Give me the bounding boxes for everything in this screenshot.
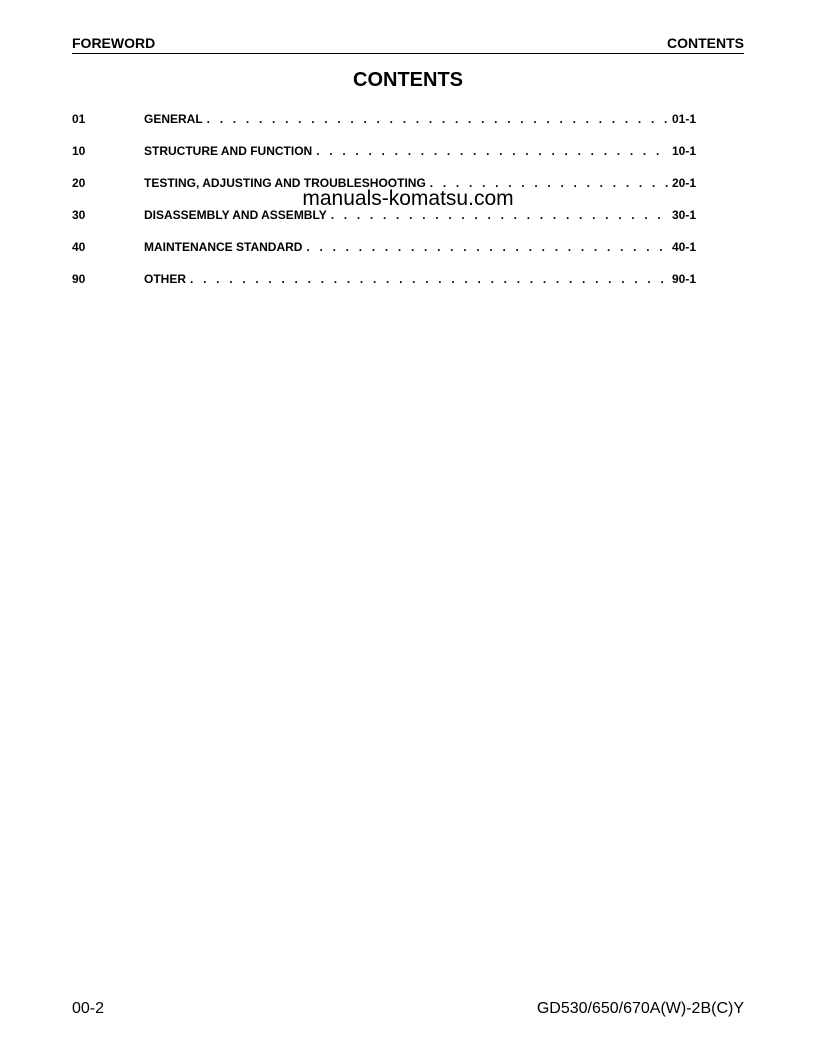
toc-number: 30 xyxy=(72,208,86,222)
toc-page-number[interactable]: 90-1 xyxy=(668,270,696,288)
toc-page-number[interactable]: 30-1 xyxy=(668,206,696,224)
toc-leader-dots xyxy=(316,142,668,160)
page-header xyxy=(72,35,744,54)
toc-label[interactable]: GENERAL xyxy=(144,110,207,128)
toc-label[interactable]: STRUCTURE AND FUNCTION xyxy=(144,142,316,160)
footer-page-number: 00-2 xyxy=(72,1000,105,1017)
page-footer xyxy=(72,1000,744,1022)
toc-label[interactable]: MAINTENANCE STANDARD xyxy=(144,238,306,256)
toc-row[interactable] xyxy=(72,110,696,142)
toc-leader-dots xyxy=(207,110,668,128)
toc-number: 20 xyxy=(72,176,86,190)
toc-number: 01 xyxy=(72,112,86,126)
toc-label[interactable]: DISASSEMBLY AND ASSEMBLY xyxy=(144,206,331,224)
page-title: CONTENTS xyxy=(353,69,463,91)
toc-row[interactable] xyxy=(72,142,696,174)
toc-page-number[interactable]: 40-1 xyxy=(668,238,696,256)
toc-number: 40 xyxy=(72,240,86,254)
watermark-text: manuals-komatsu.com xyxy=(302,187,514,210)
footer-model-number: GD530/650/670A(W)-2B(C)Y xyxy=(536,1000,744,1017)
toc-leader-dots xyxy=(306,238,668,256)
toc-label[interactable]: OTHER xyxy=(144,270,190,288)
header-page-title: CONTENTS xyxy=(667,35,744,51)
toc-row[interactable] xyxy=(72,238,696,270)
toc-label[interactable]: TESTING, ADJUSTING AND TROUBLESHOOTING xyxy=(144,174,430,192)
toc-page-number[interactable]: 01-1 xyxy=(668,110,696,128)
header-section-title: FOREWORD xyxy=(72,35,156,51)
toc-page-number[interactable]: 20-1 xyxy=(668,174,696,192)
toc-number: 10 xyxy=(72,144,86,158)
toc-leader-dots xyxy=(190,270,668,288)
toc-row[interactable] xyxy=(72,270,696,302)
toc-page-number[interactable]: 10-1 xyxy=(668,142,696,160)
toc-number: 90 xyxy=(72,272,86,286)
